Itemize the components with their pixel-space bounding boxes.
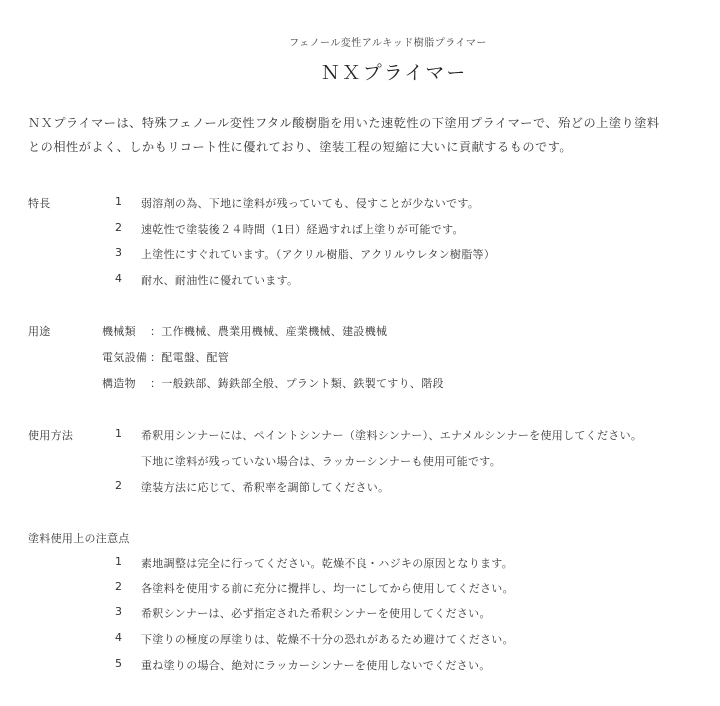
list-number: 1 [115,195,123,208]
list-number: 3 [115,605,123,618]
list-item: 弱溶剤の為、下地に塗料が残っていても、侵すことが少ないです。 [141,197,480,210]
list-item: 希釈用シンナーには、ペイントシンナー（塗料シンナー）、エナメルシンナーを使用してください。 [141,429,643,442]
use-category: 電気設備 [102,351,148,364]
section-label-features: 特長 [28,197,51,210]
use-category: 機械類 [102,325,136,338]
list-item: 希釈シンナーは、必ず指定された希釈シンナーを使用してください。 [141,607,491,620]
list-item: 素地調整は完全に行ってください。乾燥不良・ハジキの原因となります。 [141,557,514,570]
intro-line: との相性がよく、しかもリコート性に優れており、塗装工程の短縮に大いに貢献するものです。 [28,140,573,154]
use-description: ：一般鉄部、鋳鉄部全般、プラント類、鉄製てすり、階段 [150,377,444,390]
list-number: 4 [115,631,123,644]
section-label-usage: 使用方法 [28,429,74,442]
list-number: 4 [115,272,123,285]
list-item: 耐水、耐油性に優れています。 [141,274,299,287]
intro-line: ＮＸプライマーは、特殊フェノール変性フタル酸樹脂を用いた速乾性の下塗用プライマーで、殆どの上塗り塗料 [28,116,660,130]
list-item: 塗装方法に応じて、希釈率を調節してください。 [141,481,390,494]
use-description: ：配電盤、配管 [150,351,230,364]
use-category: 構造物 [102,377,136,390]
document-title: ＮＸプライマー [320,62,468,84]
intro-paragraph [28,111,708,159]
list-item: 速乾性で塗装後２４時間（1日）経過すれば上塗りが可能です。 [141,223,464,236]
document-subtitle: フェノール変性アルキッド樹脂プライマー [289,38,487,49]
list-number: 2 [115,221,123,234]
list-number: 1 [115,427,123,440]
list-number: 1 [115,555,123,568]
section-label-cautions: 塗料使用上の注意点 [28,532,130,545]
section-label-uses: 用途 [28,325,51,338]
list-number: 3 [115,246,123,259]
list-item: 重ね塗りの場合、絶対にラッカーシンナーを使用しないでください。 [141,659,491,672]
list-number: 2 [115,479,123,492]
use-description: ：工作機械、農業用機械、産業機械、建設機械 [150,325,388,338]
list-item: 各塗料を使用する前に充分に攪拌し、均一にしてから使用してください。 [141,582,514,595]
list-item: 下塗りの極度の厚塗りは、乾燥不十分の恐れがあるため避けてください。 [141,633,514,646]
list-number: 2 [115,580,123,593]
list-number: 5 [115,657,123,670]
list-item: 上塗性にすぐれています。（アクリル樹脂、アクリルウレタン樹脂等） [141,248,496,261]
list-item: 下地に塗料が残っていない場合は、ラッカーシンナーも使用可能です。 [141,455,502,468]
